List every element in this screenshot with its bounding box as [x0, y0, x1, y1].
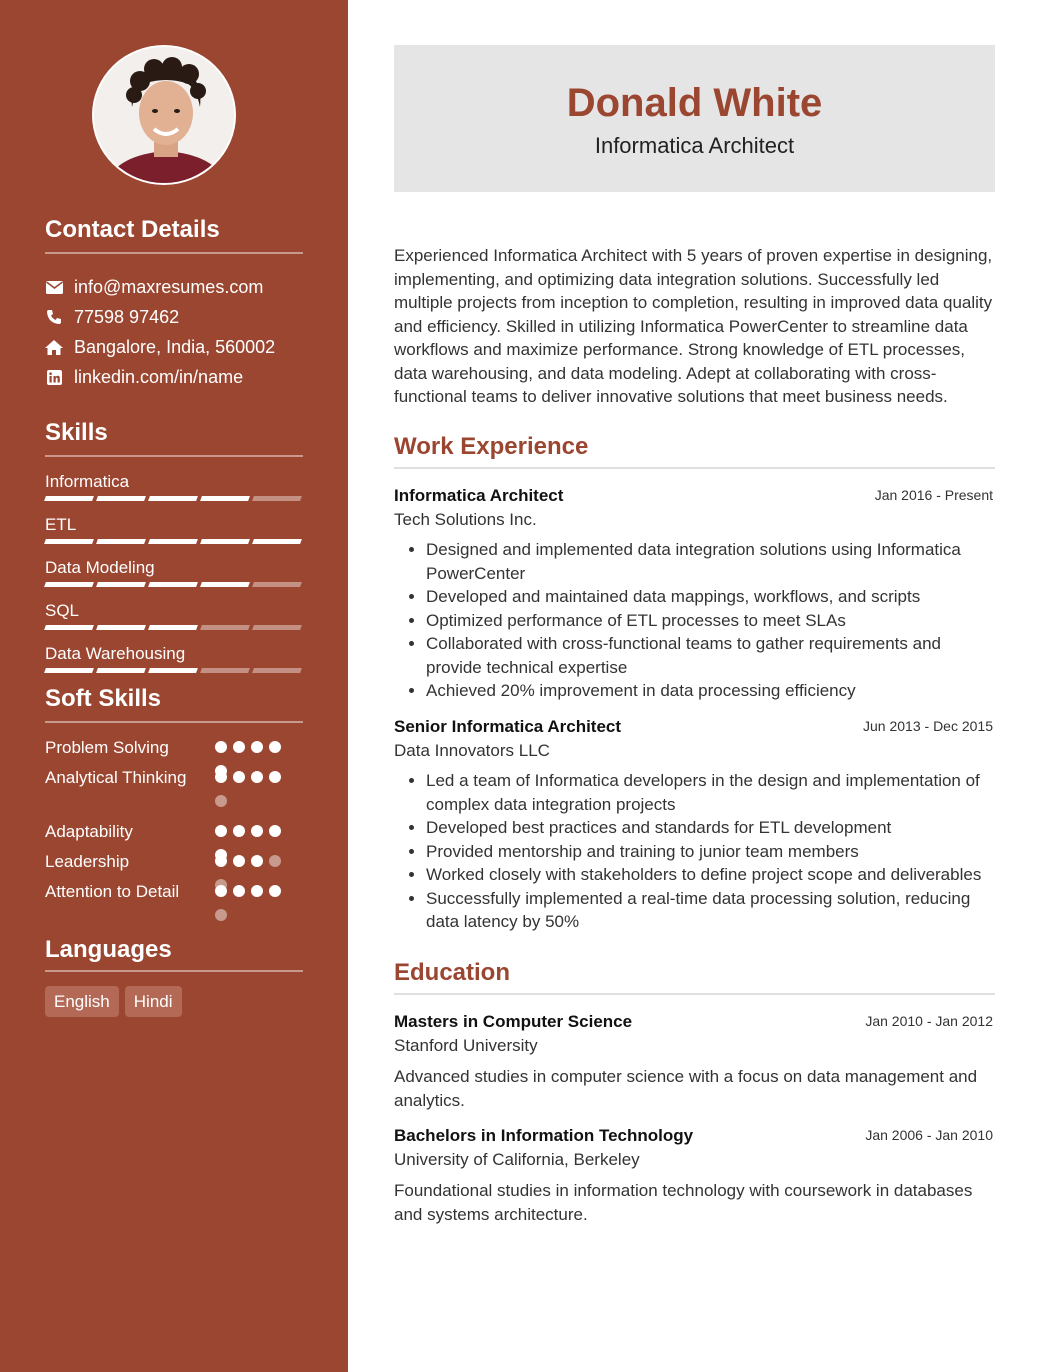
skill-item [45, 470, 303, 513]
rating-dot [269, 825, 281, 837]
avatar [92, 45, 236, 185]
degree-name: Bachelors in Information Technology [394, 1126, 694, 1145]
job-date: Jan 2016 - Present [874, 487, 993, 503]
contact-email[interactable] [45, 272, 275, 302]
work-entry [394, 715, 995, 934]
job-bullet: • Led a team of Informatica developers in the design and implementation of complex data integration projects [426, 769, 995, 816]
job-role: Informatica Architect [394, 486, 564, 505]
skill-level-segment [96, 668, 146, 673]
skill-level-segment [96, 582, 146, 587]
rating-dot [269, 741, 281, 753]
soft-skill-item [45, 880, 303, 934]
skill-name: Informatica [45, 472, 130, 491]
phone-icon [45, 308, 63, 326]
rating-dot [251, 771, 263, 783]
soft-skills-heading: Soft Skills [45, 685, 162, 712]
soft-skill-item [45, 850, 303, 880]
skill-item [45, 513, 303, 556]
degree-date: Jan 2006 - Jan 2010 [865, 1127, 993, 1143]
rating-dot [215, 885, 227, 897]
job-date: Jun 2013 - Dec 2015 [863, 718, 993, 734]
contact-list [45, 272, 275, 392]
rating-dot [269, 771, 281, 783]
contact-linkedin-text: linkedin.com/in/name [74, 366, 244, 387]
rating-dot [215, 825, 227, 837]
skill-item [45, 642, 303, 685]
skill-level-bar [45, 582, 303, 587]
rating-dot [269, 885, 281, 897]
skill-level-segment [96, 539, 146, 544]
work-experience-divider [394, 467, 995, 469]
job-bullet: • Achieved 20% improvement in data processing efficiency [426, 679, 995, 703]
avatar-portrait-icon [94, 47, 236, 185]
soft-skill-item [45, 736, 303, 766]
languages-divider [45, 970, 303, 972]
skill-name: ETL [45, 515, 77, 534]
skill-level-segment [200, 625, 250, 630]
skill-level-segment [200, 496, 250, 501]
education-heading: Education [394, 959, 511, 986]
rating-dot [215, 855, 227, 867]
contact-divider [45, 252, 303, 254]
languages-heading: Languages [45, 936, 172, 963]
work-entry [394, 484, 995, 703]
linkedin-icon [45, 368, 63, 386]
skill-level-bar [45, 539, 303, 544]
rating-dot [251, 885, 263, 897]
skill-level-segment [148, 625, 198, 630]
education-entry [394, 1124, 995, 1226]
envelope-icon [45, 278, 63, 296]
contact-location [45, 332, 275, 362]
skill-level-segment [200, 668, 250, 673]
skill-name: SQL [45, 601, 80, 620]
name-header [394, 45, 995, 192]
contact-details-heading: Contact Details [45, 216, 220, 243]
contact-email-text: info@maxresumes.com [74, 276, 264, 297]
skill-level-segment [200, 582, 250, 587]
skill-level-segment [252, 539, 302, 544]
skills-list [45, 470, 303, 685]
rating-dot [233, 741, 245, 753]
skill-level-segment [200, 539, 250, 544]
sidebar [0, 0, 348, 1372]
professional-summary: Experienced Informatica Architect with 5 years of proven expertise in designing, implementing, and optimizing data integration solutions. Successfully led multiple projects from inception to completion, resulting in improved data quality and efficiency. Skilled in utilizing Informatica PowerCenter to streamline data workflows and maximize performance. Strong knowledge of ETL processes, data warehousing, and data modeling. Adept at collaborating with cross-functional teams to deliver innovative solutions that meet business needs. [394, 246, 993, 406]
contact-linkedin[interactable] [45, 362, 275, 392]
work-experience-heading: Work Experience [394, 433, 589, 460]
job-bullet: • Developed and maintained data mappings, workflows, and scripts [426, 585, 995, 609]
skill-level-segment [148, 539, 198, 544]
skill-level-segment [44, 668, 94, 673]
soft-skill-item [45, 766, 303, 820]
skill-level-segment [44, 582, 94, 587]
rating-dot [215, 741, 227, 753]
rating-dot [233, 885, 245, 897]
skill-level-segment [252, 668, 302, 673]
degree-description: Advanced studies in computer science with a focus on data management and analytics. [394, 1067, 978, 1110]
skill-level-bar [45, 496, 303, 501]
rating-dot [215, 909, 227, 921]
candidate-title: Informatica Architect [594, 133, 795, 158]
school-name: Stanford University [394, 1036, 538, 1055]
soft-skills-divider [45, 721, 303, 723]
skill-level-segment [252, 582, 302, 587]
rating-dot [251, 855, 263, 867]
soft-skill-item [45, 820, 303, 850]
job-company: Tech Solutions Inc. [394, 510, 537, 529]
skill-level-segment [44, 625, 94, 630]
degree-name: Masters in Computer Science [394, 1012, 633, 1031]
job-bullet: • Collaborated with cross-functional teams to gather requirements and provide technical expertise [426, 632, 995, 679]
soft-skill-name: Leadership [45, 852, 130, 871]
job-bullet: • Optimized performance of ETL processes to meet SLAs [426, 609, 995, 633]
job-bullets [394, 538, 995, 703]
contact-phone-text: 77598 97462 [74, 306, 180, 327]
rating-dot [233, 771, 245, 783]
job-bullets [394, 769, 995, 934]
education-divider [394, 993, 995, 995]
soft-skill-name: Analytical Thinking [45, 768, 187, 787]
job-bullet: • Provided mentorship and training to junior team members [426, 840, 995, 864]
skill-item [45, 556, 303, 599]
rating-dot [251, 825, 263, 837]
skills-heading: Skills [45, 419, 108, 446]
job-company: Data Innovators LLC [394, 741, 550, 760]
contact-location-text: Bangalore, India, 560002 [74, 336, 276, 357]
school-name: University of California, Berkeley [394, 1150, 640, 1169]
skills-divider [45, 455, 303, 457]
rating-dot [233, 825, 245, 837]
contact-phone[interactable] [45, 302, 275, 332]
candidate-name: Donald White [566, 81, 823, 125]
skill-name: Data Modeling [45, 558, 155, 577]
skill-name: Data Warehousing [45, 644, 186, 663]
languages-list [45, 986, 182, 1017]
skill-level-segment [44, 539, 94, 544]
job-bullet: • Worked closely with stakeholders to define project scope and deliverables [426, 863, 995, 887]
skill-level-segment [148, 668, 198, 673]
language-tag: English [45, 986, 119, 1017]
rating-dot [269, 855, 281, 867]
rating-dot [233, 855, 245, 867]
skill-level-segment [252, 625, 302, 630]
skill-level-segment [44, 496, 94, 501]
job-bullet: • Developed best practices and standards for ETL development [426, 816, 995, 840]
rating-dot [215, 771, 227, 783]
skill-level-segment [148, 582, 198, 587]
job-role: Senior Informatica Architect [394, 717, 622, 736]
home-icon [45, 338, 63, 356]
soft-skill-name: Problem Solving [45, 738, 169, 757]
skill-level-segment [148, 496, 198, 501]
skill-level-bar [45, 668, 303, 673]
rating-dot [251, 741, 263, 753]
rating-dot [215, 795, 227, 807]
education-entry [394, 1010, 995, 1112]
skill-level-bar [45, 625, 303, 630]
job-bullet: • Successfully implemented a real-time data processing solution, reducing data latency by 50% [426, 887, 995, 934]
skill-level-segment [96, 625, 146, 630]
soft-skills-list [45, 736, 303, 934]
soft-skill-name: Attention to Detail [45, 882, 180, 901]
job-bullet: • Designed and implemented data integration solutions using Informatica PowerCenter [426, 538, 995, 585]
skill-level-segment [96, 496, 146, 501]
language-tag: Hindi [125, 986, 182, 1017]
soft-skill-name: Adaptability [45, 822, 133, 841]
skill-item [45, 599, 303, 642]
degree-description: Foundational studies in information technology with coursework in databases and systems architecture. [394, 1181, 973, 1224]
degree-date: Jan 2010 - Jan 2012 [865, 1013, 993, 1029]
skill-level-segment [252, 496, 302, 501]
